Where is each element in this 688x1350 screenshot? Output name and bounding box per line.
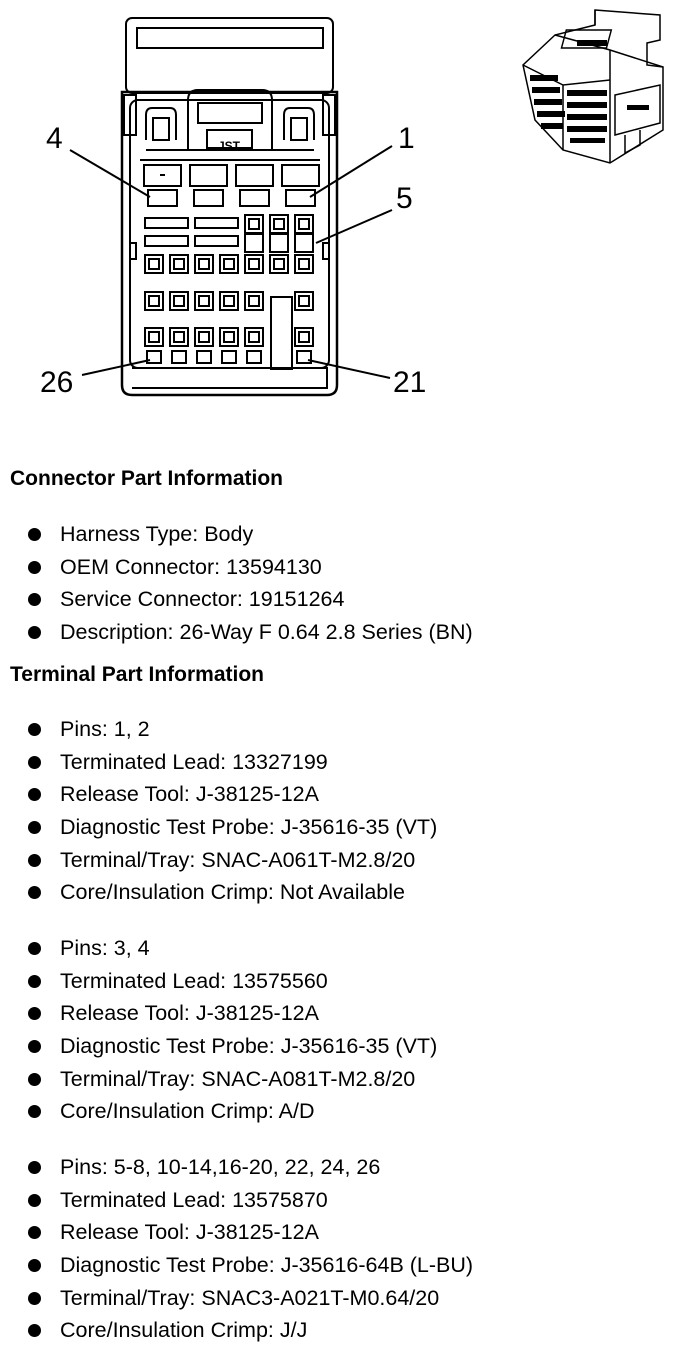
terminal-cavity [270, 215, 288, 233]
connector-top-lock [126, 18, 333, 93]
terminal-cavity-inner [249, 296, 259, 306]
terminal-cavity [197, 351, 211, 363]
list-item: Release Tool: J-38125-12A [28, 778, 437, 811]
terminal-cavity-inner [249, 219, 259, 229]
list-item: Pins: 1, 2 [28, 713, 437, 746]
terminal-cavity [172, 351, 186, 363]
terminal-cavity [170, 292, 188, 310]
connector-info-title: Connector Part Information [10, 467, 284, 490]
callout-pin-1: 1 [398, 122, 415, 155]
terminal-cavity-inner [274, 259, 284, 269]
terminal-cavity [270, 234, 288, 252]
terminal-cavity [295, 328, 313, 346]
list-item: Harness Type: Body [28, 518, 473, 551]
list-item: Terminal/Tray: SNAC3-A021T-M0.64/20 [28, 1282, 473, 1315]
terminal-group-3-list [28, 1151, 473, 1347]
terminal-info-title: Terminal Part Information [10, 663, 264, 686]
terminal-cavity [245, 255, 263, 273]
terminal-cavity-inner [224, 332, 234, 342]
terminal-cavity [195, 292, 213, 310]
terminal-cavity-inner [224, 296, 234, 306]
list-item: Terminal/Tray: SNAC-A081T-M2.8/20 [28, 1063, 437, 1096]
terminal-cavity-inner [224, 259, 234, 269]
connector-thumbnail-image [515, 5, 685, 175]
list-item: Terminated Lead: 13575870 [28, 1184, 473, 1217]
terminal-cavity [195, 328, 213, 346]
terminal-cavity [245, 234, 263, 252]
list-item: Diagnostic Test Probe: J-35616-35 (VT) [28, 811, 437, 844]
terminal-cavity [270, 255, 288, 273]
callout-pin-5: 5 [396, 182, 413, 215]
terminal-cavity-inner [249, 259, 259, 269]
list-item: Diagnostic Test Probe: J-35616-35 (VT) [28, 1030, 437, 1063]
list-item: Service Connector: 19151264 [28, 583, 473, 616]
list-item: Release Tool: J-38125-12A [28, 997, 437, 1030]
terminal-cavity [295, 255, 313, 273]
terminal-cavity-inner [199, 296, 209, 306]
terminal-cavity-inner [149, 296, 159, 306]
connector-info-list [28, 518, 473, 649]
terminal-cavity [245, 292, 263, 310]
terminal-cavity [220, 328, 238, 346]
terminal-cavity [170, 328, 188, 346]
list-item: Diagnostic Test Probe: J-35616-64B (L-BU) [28, 1249, 473, 1282]
callout-pin-21: 21 [393, 366, 427, 399]
terminal-cavity [247, 351, 261, 363]
terminal-cavity-inner [199, 332, 209, 342]
terminal-cavity-inner [249, 332, 259, 342]
callout-pin-26: 26 [40, 366, 74, 399]
list-item: Core/Insulation Crimp: J/J [28, 1314, 473, 1347]
list-item: Terminal/Tray: SNAC-A061T-M2.8/20 [28, 844, 437, 877]
terminal-cavity-inner [274, 219, 284, 229]
list-item: OEM Connector: 13594130 [28, 551, 473, 584]
terminal-group-1-list [28, 713, 437, 909]
terminal-cavity [295, 234, 313, 252]
terminal-cavity [245, 328, 263, 346]
terminal-cavity [295, 292, 313, 310]
list-item: Terminated Lead: 13327199 [28, 746, 437, 779]
list-item: Terminated Lead: 13575560 [28, 965, 437, 998]
terminal-cavity-inner [299, 296, 309, 306]
terminal-cavity [295, 215, 313, 233]
terminal-cavity-inner [199, 259, 209, 269]
terminal-cavity [145, 292, 163, 310]
terminal-group-2-list [28, 932, 437, 1128]
latch-label: JST [217, 139, 241, 153]
list-item: Pins: 3, 4 [28, 932, 437, 965]
terminal-cavity [220, 292, 238, 310]
terminal-cavity [145, 328, 163, 346]
terminal-cavity-inner [174, 296, 184, 306]
list-item: Core/Insulation Crimp: A/D [28, 1095, 437, 1128]
callout-pin-4: 4 [46, 122, 63, 155]
list-item: Description: 26-Way F 0.64 2.8 Series (BN) [28, 616, 473, 649]
terminal-cavity-inner [299, 332, 309, 342]
terminal-cavity [145, 255, 163, 273]
list-item: Pins: 5-8, 10-14,16-20, 22, 24, 26 [28, 1151, 473, 1184]
terminal-cavity-inner [299, 259, 309, 269]
terminal-cavity [220, 255, 238, 273]
terminal-cavity [222, 351, 236, 363]
list-item: Core/Insulation Crimp: Not Available [28, 876, 437, 909]
terminal-cavity-inner [149, 259, 159, 269]
terminal-cavity [170, 255, 188, 273]
terminal-cavity [195, 255, 213, 273]
terminal-cavity [245, 215, 263, 233]
terminal-cavity-inner [299, 219, 309, 229]
terminal-cavity-inner [149, 332, 159, 342]
terminal-cavity-inner [174, 332, 184, 342]
terminal-cavity-inner [174, 259, 184, 269]
list-item: Release Tool: J-38125-12A [28, 1216, 473, 1249]
